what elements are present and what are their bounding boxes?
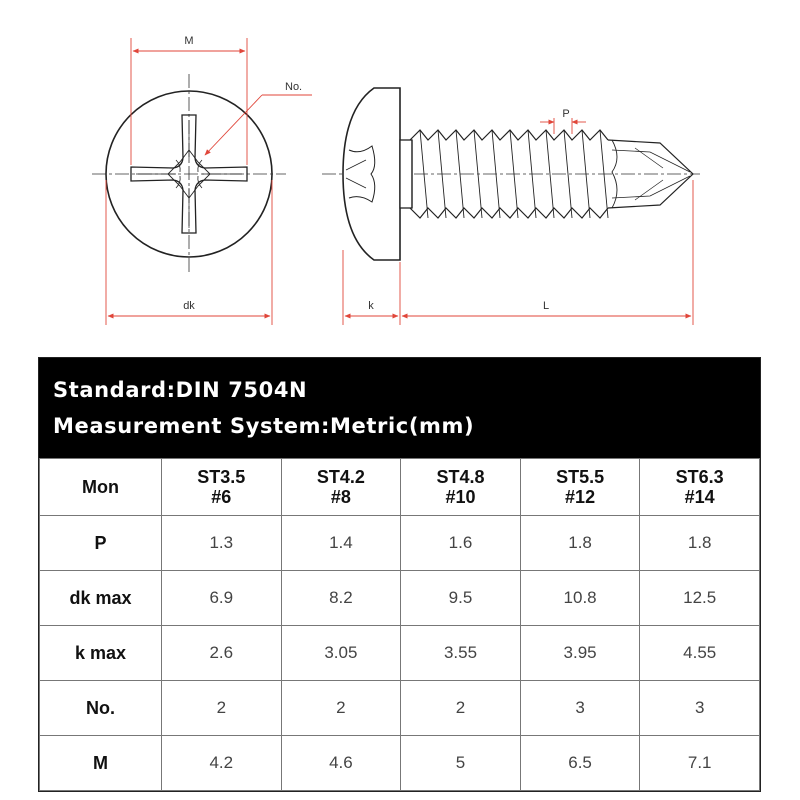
table-cell: 3 (520, 681, 640, 736)
table-cell: 1.8 (520, 516, 640, 571)
table-cell: 6.5 (520, 736, 640, 791)
column-number: #12 (565, 487, 596, 507)
table-cell: 7.1 (640, 736, 760, 791)
measurement-system-title: Measurement System:Metric(mm) (53, 414, 475, 438)
table-cell: 2.6 (162, 626, 282, 681)
row-label: M (40, 736, 162, 791)
table-cell: 3.55 (401, 626, 521, 681)
column-size: ST4.2 (316, 467, 365, 487)
label-k: k (368, 300, 374, 312)
table-row-k-max (40, 626, 760, 681)
label-dk: dk (183, 300, 195, 312)
row-label: k max (40, 626, 162, 681)
table-cell: 2 (162, 681, 282, 736)
spec-grid (39, 458, 760, 791)
dimension-k (343, 250, 400, 325)
column-header (281, 459, 401, 516)
table-cell: 2 (281, 681, 401, 736)
table-cell: 2 (401, 681, 521, 736)
standard-title: Standard:DIN 7504N (53, 378, 308, 402)
table-cell: 3.05 (281, 626, 401, 681)
specification-table (38, 357, 761, 792)
table-cell: 1.6 (401, 516, 521, 571)
column-header (640, 459, 760, 516)
table-row-dk-max (40, 571, 760, 626)
table-cell: 8.2 (281, 571, 401, 626)
table-cell: 1.4 (281, 516, 401, 571)
screw-technical-drawing (0, 0, 800, 350)
leader-no (205, 95, 312, 155)
table-row-no (40, 681, 760, 736)
table-cell: 4.6 (281, 736, 401, 791)
column-header (520, 459, 640, 516)
table-row-m (40, 736, 760, 791)
table-cell: 12.5 (640, 571, 760, 626)
table-cell: 5 (401, 736, 521, 791)
column-number: #6 (211, 487, 232, 507)
label-m: M (184, 35, 194, 47)
column-size: ST6.3 (675, 467, 724, 487)
table-cell: 3.95 (520, 626, 640, 681)
label-l: L (542, 300, 550, 312)
row-label: P (40, 516, 162, 571)
column-number: #8 (330, 487, 351, 507)
column-number: #14 (684, 487, 715, 507)
table-cell: 10.8 (520, 571, 640, 626)
column-header (401, 459, 521, 516)
label-p: P (562, 108, 570, 120)
table-cell: 6.9 (162, 571, 282, 626)
column-size: ST4.8 (436, 467, 485, 487)
row-label: dk max (40, 571, 162, 626)
column-number: #10 (445, 487, 476, 507)
column-size: ST3.5 (197, 467, 246, 487)
table-cell: 9.5 (401, 571, 521, 626)
column-header (162, 459, 282, 516)
column-size: ST5.5 (556, 467, 605, 487)
table-cell: 3 (640, 681, 760, 736)
label-no: No. (285, 81, 303, 93)
table-cell: 4.2 (162, 736, 282, 791)
row-label: No. (40, 681, 162, 736)
table-cell: 1.8 (640, 516, 760, 571)
table-header (39, 358, 760, 458)
table-cell: 4.55 (640, 626, 760, 681)
screw-side-view (322, 88, 700, 260)
column-header-row (40, 459, 760, 516)
head-top-view (92, 74, 286, 272)
table-row-p (40, 516, 760, 571)
table-cell: 1.3 (162, 516, 282, 571)
corner-label: Mon (40, 459, 162, 516)
